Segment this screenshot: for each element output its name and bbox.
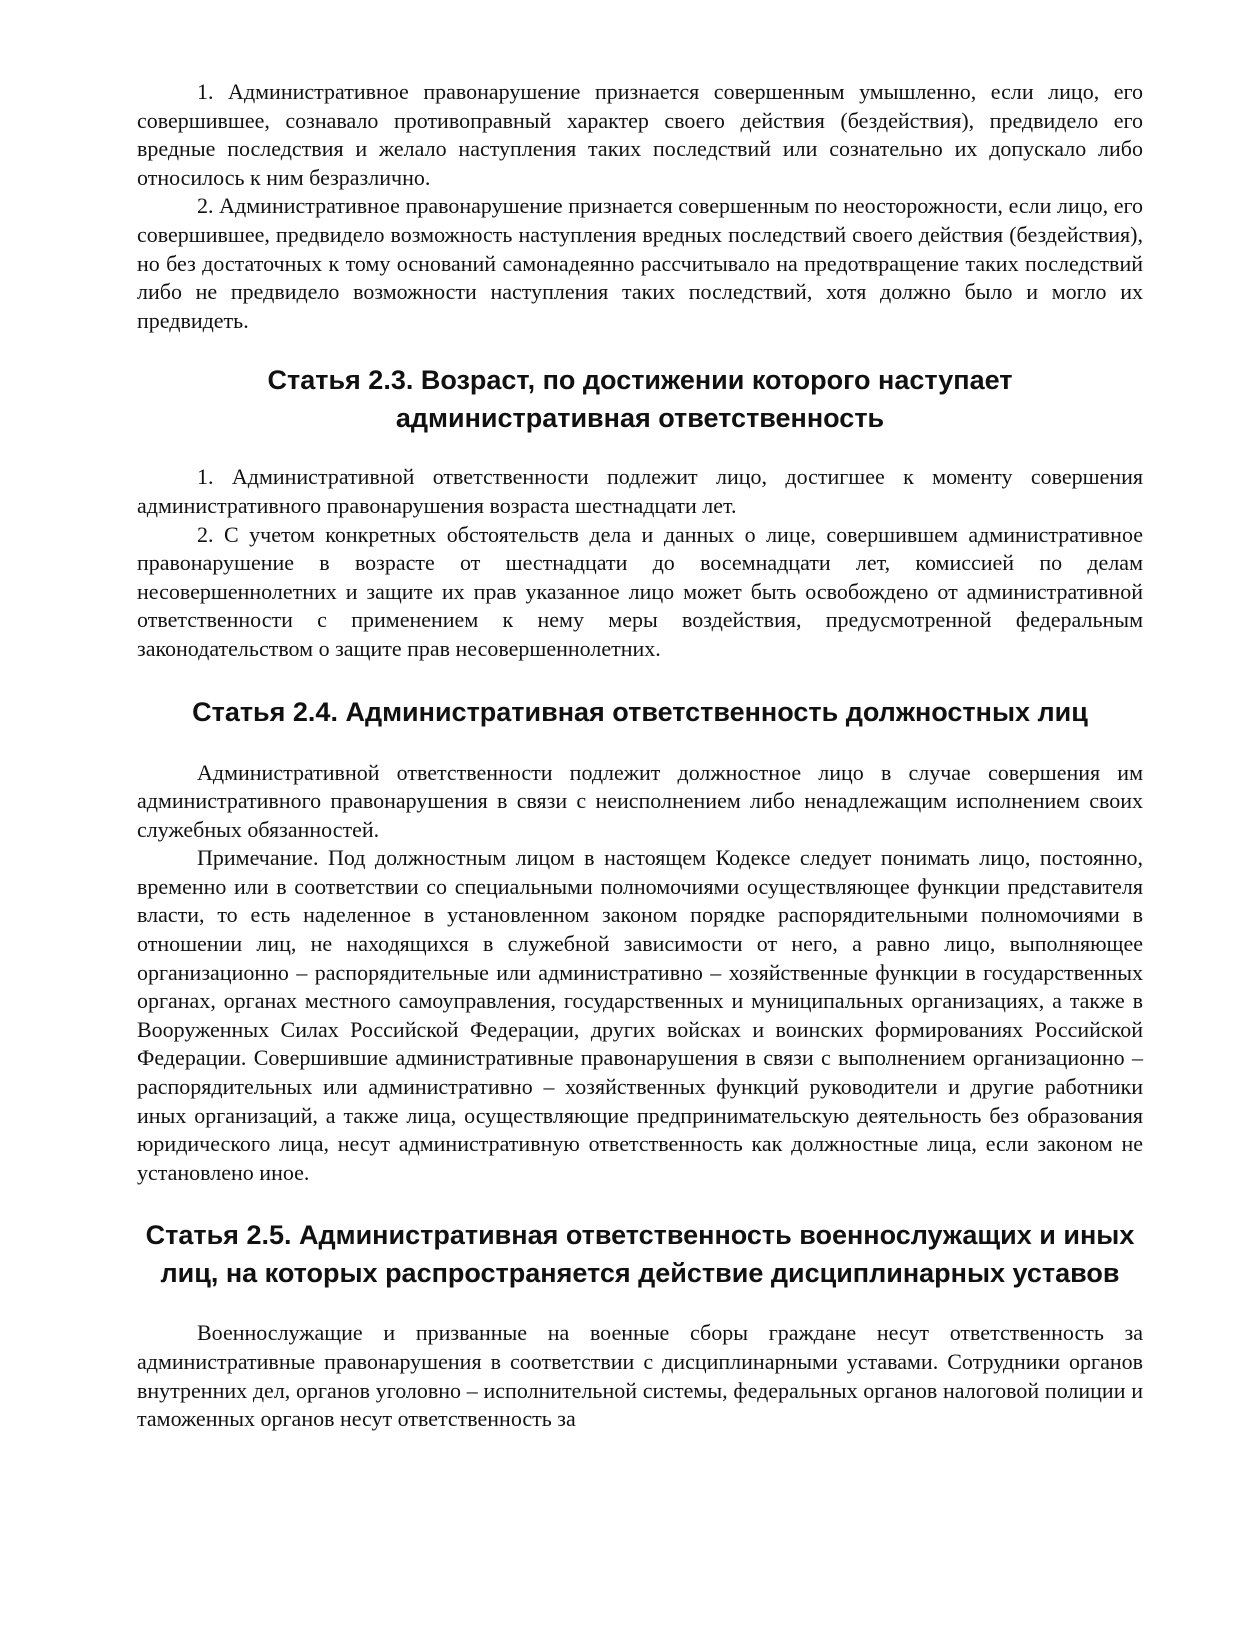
article-2-3-heading: Статья 2.3. Возраст, по достижении которого наступает административная ответственность xyxy=(267,365,1013,434)
article-2-5-heading: Статья 2.5. Административная ответственность военнослужащих и иных лиц, на которых распространяется действие дисциплинарных уставов xyxy=(145,1220,1135,1289)
article-2-5-paragraph-1: Военнослужащие и призванные на военные сборы граждане несут ответственность за административные правонарушения в соответствии с дисциплинарными уставами. Сотрудники органов внутренних дел, органов уголовно – исполнительной системы, федеральных органов налоговой полиции и таможенных органов несут ответственность за xyxy=(137,1320,1143,1432)
document-page xyxy=(137,78,1143,1434)
intro-paragraph-1: 1. Административное правонарушение признается совершенным умышленно, если лицо, его совершившее, сознавало противоправный характер своего действия (бездействия), предвидело его вредные последствия и желало наступления таких последствий или сознательно их допускало либо относилось к ним безразлично. xyxy=(137,79,1143,190)
article-2-3-paragraph-1: 1. Административной ответственности подлежит лицо, достигшее к моменту совершения административного правонарушения возраста шестнадцати лет. xyxy=(137,464,1143,518)
intro-paragraph-2: 2. Административное правонарушение признается совершенным по неосторожности, если лицо, его совершившее, предвидело возможность наступления вредных последствий своего действия (бездействия), но без достаточных к тому оснований самонадеянно рассчитывало на предотвращение таких последствий либо не предвидело возможности наступления таких последствий, хотя должно было и могло их предвидеть. xyxy=(137,193,1143,333)
article-2-3-paragraph-2: 2. С учетом конкретных обстоятельств дела и данных о лице, совершившем административное правонарушение в возрасте от шестнадцати до восемнадцати лет, комиссией по делам несовершеннолетних и защите их прав указанное лицо может быть освобождено от административной ответственности с применением к нему меры воздействия, предусмотренной федеральным законодательством о защите прав несовершеннолетних. xyxy=(137,521,1143,661)
article-2-4-note: Примечание. Под должностным лицом в настоящем Кодексе следует понимать лицо, постоянно, временно или в соответствии со специальными полномочиями осуществляющее функции представителя власти, то есть наделенное в установленном законом порядке распорядительными полномочиями в отношении лиц, не находящихся в служебной зависимости от него, а равно лицо, выполняющее организационно – распорядительные или административно – хозяйственные функции в государственных органах, органах местного самоуправления, государственных и муниципальных организациях, а также в Вооруженных Силах Российской Федерации, других войсках и воинских формированиях Российской Федерации. Совершившие административные правонарушения в связи с выполнением организационно – распорядительных или административно – хозяйственных функций руководители и другие работники иных организаций, а также лица, осуществляющие предпринимательскую деятельность без образования юридического лица, несут административную ответственность как должностные лица, если законом не установлено иное. xyxy=(137,845,1143,1185)
article-2-4-heading: Статья 2.4. Административная ответственность должностных лиц xyxy=(192,696,1088,727)
article-2-4-paragraph-1: Административной ответственности подлежит должностное лицо в случае совершения им административного правонарушения в связи с неисполнением либо ненадлежащим исполнением своих служебных обязанностей. xyxy=(137,759,1143,842)
